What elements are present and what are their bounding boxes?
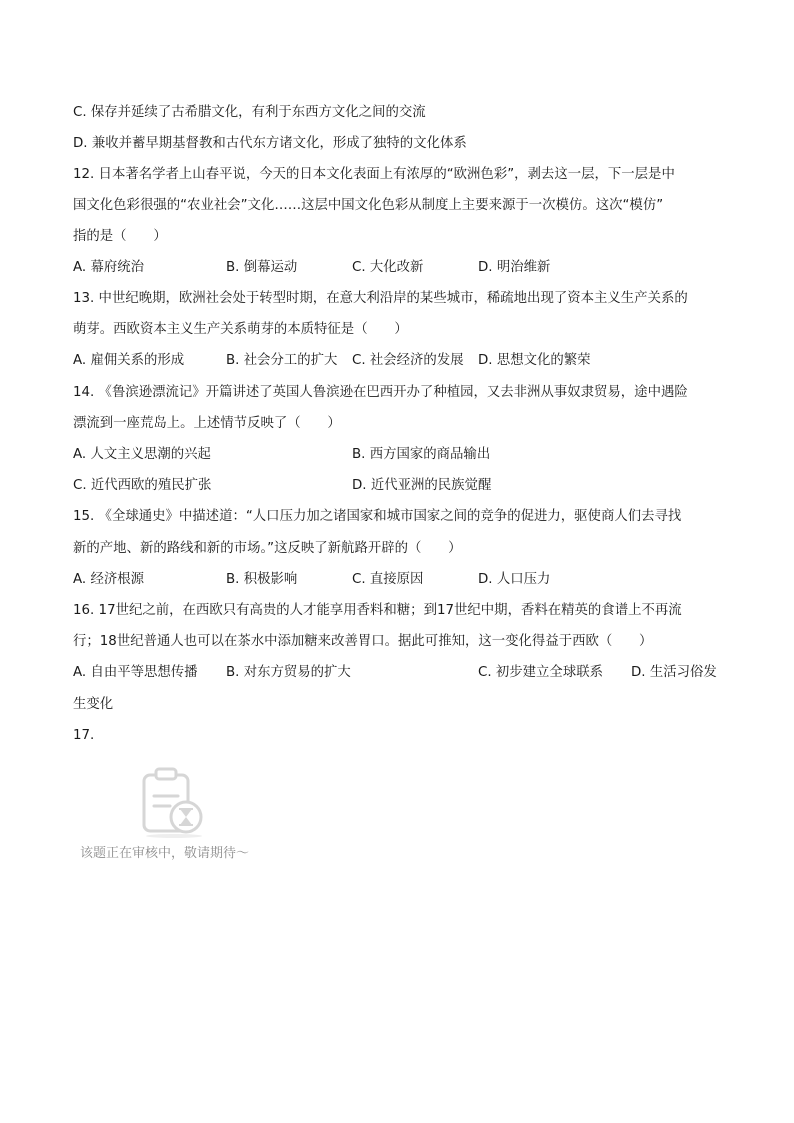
- q12-stem-line1: 12. 日本著名学者上山春平说，今天的日本文化表面上有浓厚的“欧洲色彩”，剥去这一层，下一层是中: [73, 167, 675, 182]
- q12-stem-line3: 指的是（ ）: [73, 229, 167, 244]
- q16-option-d-continued: 生变化: [73, 697, 114, 712]
- q11-option-c: C. 保存并延续了古希腊文化，有利于东西方文化之间的交流: [73, 105, 426, 120]
- q15-option-d: D. 人口压力: [478, 572, 551, 587]
- q13-option-d: D. 思想文化的繁荣: [478, 353, 591, 368]
- q12-option-b: B. 倒幕运动: [226, 260, 298, 275]
- q14-option-d: D. 近代亚洲的民族觉醒: [352, 478, 492, 493]
- q14-stem-line1: 14. 《鲁滨逊漂流记》开篇讲述了英国人鲁滨逊在巴西开办了种植园，又去非洲从事奴隶贸易，途中遇险: [73, 385, 688, 400]
- q13-option-a: A. 雇佣关系的形成: [73, 353, 185, 368]
- q15-stem-line2: 新的产地、新的路线和新的市场。”这反映了新航路开辟的（ ）: [73, 541, 462, 556]
- q13-option-b: B. 社会分工的扩大: [226, 353, 338, 368]
- q14-option-a: A. 人文主义思潮的兴起: [73, 447, 211, 462]
- q16-stem-line2: 行；18世纪普通人也可以在茶水中添加糖来改善胃口。据此可推知，这一变化得益于西欧（ ）: [73, 634, 653, 649]
- pending-review-message: 该题正在审核中，敬请期待～: [80, 846, 250, 861]
- q11-option-d: D. 兼收并蓄早期基督教和古代东方诸文化，形成了独特的文化体系: [73, 136, 467, 151]
- q16-option-b: B. 对东方贸易的扩大: [226, 665, 351, 680]
- q12-option-c: C. 大化改新: [352, 260, 424, 275]
- q12-stem-line2: 国文化色彩很强的“农业社会”文化……这层中国文化色彩从制度上主要来源于一次模仿。这次“模仿”: [73, 198, 664, 213]
- q12-option-d: D. 明治维新: [478, 260, 551, 275]
- q16-stem-line1: 16. 17世纪之前，在西欧只有高贵的人才能享用香料和糖；到17世纪中期，香料在精英的食谱上不再流: [73, 603, 682, 618]
- q15-option-c: C. 直接原因: [352, 572, 424, 587]
- q15-stem-line1: 15. 《全球通史》中描述道：“人口压力加之诸国家和城市国家之间的竞争的促进力，驱使商人们去寻找: [73, 509, 682, 524]
- q14-stem-line2: 漂流到一座荒岛上。上述情节反映了（ ）: [73, 416, 341, 431]
- q17-number: 17.: [73, 728, 95, 743]
- q13-stem-line1: 13. 中世纪晚期，欧洲社会处于转型时期，在意大利沿岸的某些城市，稀疏地出现了资本主义生产关系的: [73, 291, 688, 306]
- q15-option-a: A. 经济根源: [73, 572, 144, 587]
- q13-option-c: C. 社会经济的发展: [352, 353, 464, 368]
- q16-option-c: C. 初步建立全球联系: [478, 665, 603, 680]
- clipboard-hourglass-icon: [138, 766, 210, 838]
- q16-option-d: D. 生活习俗发: [631, 665, 717, 680]
- q14-option-b: B. 西方国家的商品输出: [352, 447, 491, 462]
- q16-option-a: A. 自由平等思想传播: [73, 665, 198, 680]
- q14-option-c: C. 近代西欧的殖民扩张: [73, 478, 212, 493]
- q13-stem-line2: 萌芽。西欧资本主义生产关系萌芽的本质特征是（ ）: [73, 322, 408, 337]
- q12-option-a: A. 幕府统治: [73, 260, 144, 275]
- q15-option-b: B. 积极影响: [226, 572, 298, 587]
